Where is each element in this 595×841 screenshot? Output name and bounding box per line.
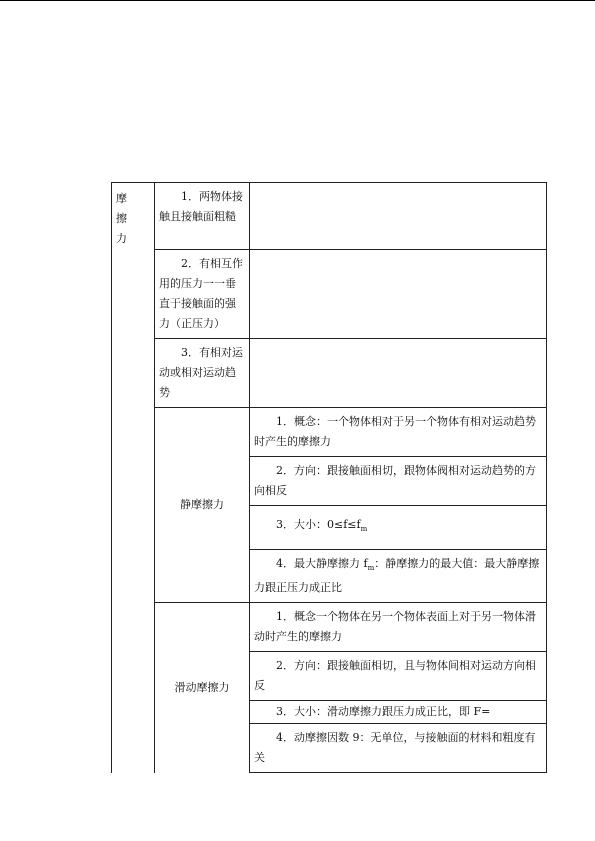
condition-1: 1．两物体接触且接触面粗糙 [155,183,250,250]
sliding-item-2: 2．方向：跟接触面相切，且与物体间相对运动方向相反 [250,652,547,701]
top-rule [0,0,595,1]
sliding-item-3: 3．大小：滑动摩擦力跟压力成正比，即 F= [250,701,547,724]
table-row [112,603,547,652]
sliding-friction-label: 滑动摩擦力 [155,603,250,773]
main-label-char: 摩 [116,192,127,205]
empty-cell [250,250,547,339]
sliding-item-4: 4．动摩擦因数 9：无单位，与接触面的材料和粗度有关 [250,724,547,773]
condition-3: 3．有相对运动或相对运动趋势 [155,339,250,408]
sliding-item-1: 1．概念一个物体在另一个物体表面上对于另一物体滑动时产生的摩擦力 [250,603,547,652]
static-item-4: 4．最大静摩擦力 $f_m$：静摩擦力的最大值：最大静摩擦力跟正压力成正比 [250,550,547,603]
static-item-2: 2．方向：跟接触面相切，跟物体阀相对运动趋势的方向相反 [250,457,547,506]
table-row [112,408,547,457]
condition-2: 2．有相互作用的压力一一垂直于接触面的强力（正压力） [155,250,250,339]
main-label-char: 力 [116,232,127,245]
table-row [112,250,547,339]
main-label-char: 擦 [116,212,127,225]
static-item-1: 1．概念：一个物体相对于另一个物体有相对运动趋势时产生的摩擦力 [250,408,547,457]
table-row [112,339,547,408]
table-row [112,183,547,250]
static-friction-label: 静摩擦力 [155,408,250,603]
main-label-cell [112,183,155,773]
empty-cell [250,183,547,250]
empty-cell [250,339,547,408]
static-item-3: 3．大小：$0\le f\le f_m$ [250,506,547,550]
friction-table [111,182,547,773]
